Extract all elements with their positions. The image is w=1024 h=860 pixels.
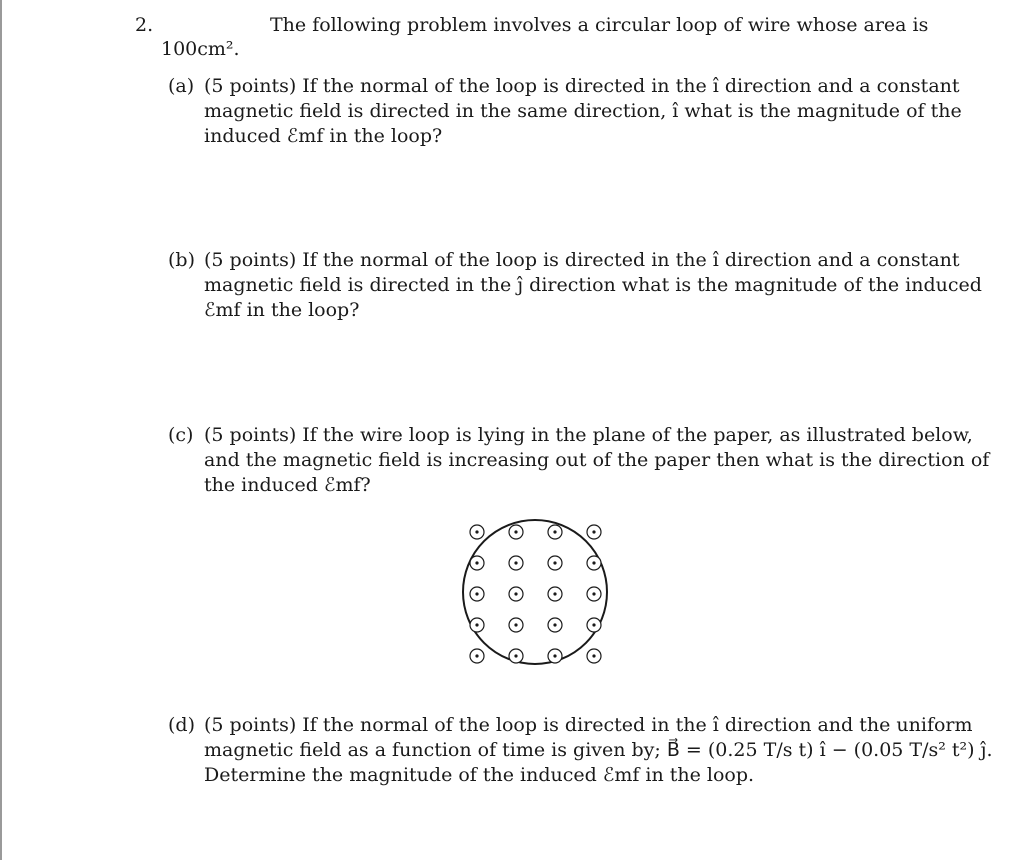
- part-c-line-3: the induced ℰmf?: [204, 474, 371, 496]
- field-out-of-page-icon: [548, 587, 562, 601]
- field-out-of-page-icon: [548, 525, 562, 539]
- part-d-line-1: (5 points) If the normal of the loop is directed in the î direction and the uniform: [204, 714, 973, 736]
- part-d: [168, 713, 993, 788]
- part-a: [168, 74, 962, 149]
- field-out-of-page-icon: [587, 618, 601, 632]
- part-c: [168, 423, 990, 498]
- loop-field-figure: [455, 515, 615, 675]
- field-out-of-page-icon: [470, 587, 484, 601]
- field-out-of-page-icon: [470, 649, 484, 663]
- part-c-line-2: and the magnetic field is increasing out of the paper then what is the direction of: [204, 449, 990, 471]
- field-out-of-page-icon: [470, 618, 484, 632]
- field-out-of-page-icon: [548, 556, 562, 570]
- field-out-of-page-icon: [470, 556, 484, 570]
- part-b-line-1: (5 points) If the normal of the loop is directed in the î direction and a constant: [204, 249, 960, 271]
- part-b-line-2: magnetic field is directed in the ĵ direction what is the magnitude of the induced: [204, 274, 982, 296]
- part-a-label: (a): [168, 75, 195, 97]
- wire-loop: [463, 520, 607, 664]
- part-b: [168, 248, 982, 323]
- part-c-line-1: (5 points) If the wire loop is lying in the plane of the paper, as illustrated below,: [204, 424, 973, 446]
- field-out-of-page-icon: [509, 525, 523, 539]
- part-a-line-1: (5 points) If the normal of the loop is directed in the î direction and a constant: [204, 75, 960, 97]
- field-out-of-page-icon: [587, 525, 601, 539]
- loop-field-diagram: [455, 515, 615, 675]
- field-out-of-page-icon: [509, 587, 523, 601]
- part-b-line-3: ℰmf in the loop?: [204, 299, 360, 321]
- page-left-border: [0, 0, 2, 860]
- field-out-of-page-icon: [587, 556, 601, 570]
- field-out-of-page-icon: [509, 556, 523, 570]
- part-d-line-2: magnetic field as a function of time is given by; B⃗ = (0.25 T/s t) î − (0.05 T/s² t²) ĵ.: [204, 739, 993, 761]
- question-intro: The following problem involves a circular loop of wire whose area is: [270, 14, 929, 36]
- field-out-of-page-icon: [587, 587, 601, 601]
- field-out-of-page-icon: [509, 618, 523, 632]
- part-b-label: (b): [168, 249, 195, 271]
- field-out-of-page-icon: [509, 649, 523, 663]
- part-d-line-3: Determine the magnitude of the induced ℰmf in the loop.: [204, 764, 755, 786]
- part-a-line-2: magnetic field is directed in the same direction, î what is the magnitude of the: [204, 100, 962, 122]
- field-out-of-page-icon: [548, 649, 562, 663]
- part-c-label: (c): [168, 424, 194, 446]
- part-a-line-3: induced ℰmf in the loop?: [204, 125, 443, 147]
- field-out-of-page-icon: [470, 525, 484, 539]
- field-out-of-page-icon: [587, 649, 601, 663]
- question-intro-continued: 100cm².: [161, 38, 240, 60]
- part-d-label: (d): [168, 714, 195, 736]
- field-out-of-page-icon: [548, 618, 562, 632]
- question-number: 2.: [135, 14, 154, 36]
